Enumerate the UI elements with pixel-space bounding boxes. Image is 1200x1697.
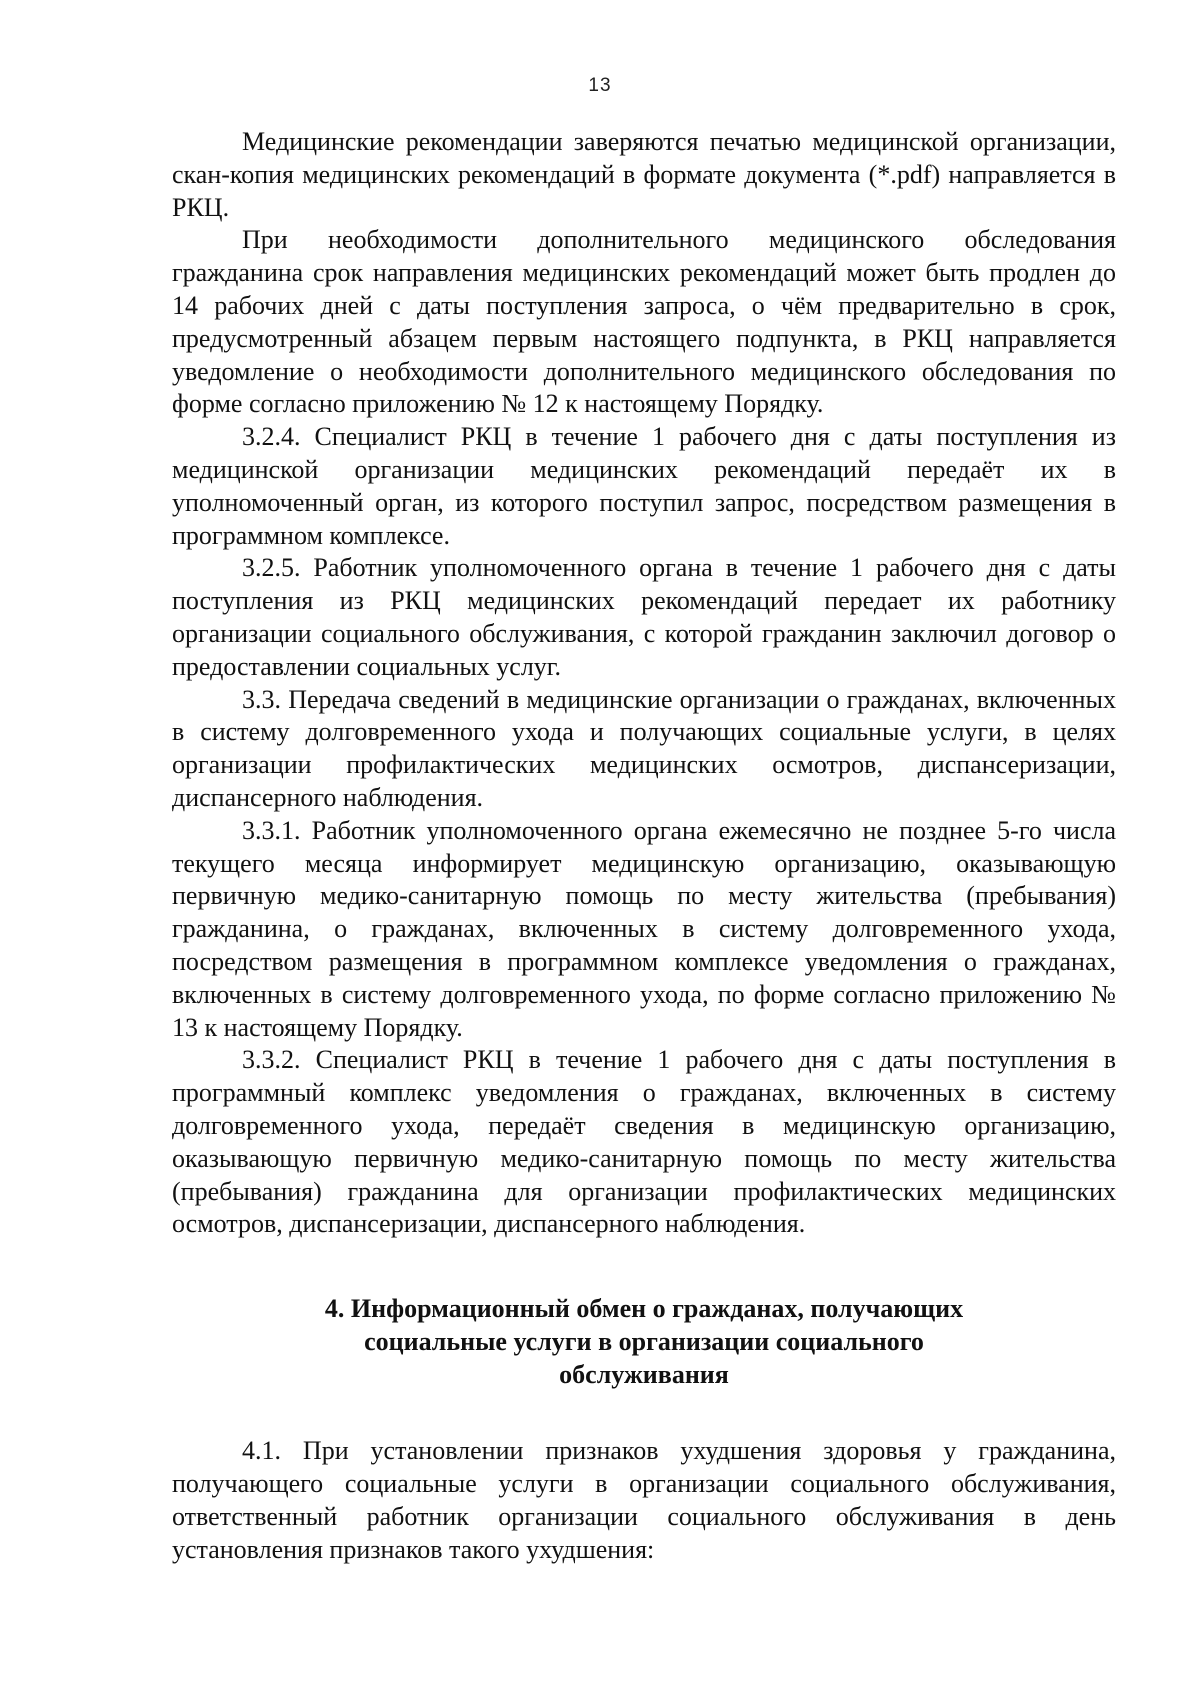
document-body [172,126,1116,1567]
paragraph-3-3-2: 3.3.2. Специалист РКЦ в течение 1 рабочего дня с даты поступления в программный комплекс уведомления о гражданах, включенных в систему долговременного ухода, передаёт сведения в медицинскую организацию, оказывающую первичную медико-санитарную помощь по месту жительства (пребывания) гражданина для организации профилактических медицинских осмотров, диспансеризации, диспансерного наблюдения. [172,1045,1116,1239]
paragraph-additional-examination: При необходимости дополнительного медицинского обследования гражданина срок направления медицинских рекомендаций может быть продлен до 14 рабочих дней с даты поступления запроса, о чём предварительно в срок, предусмотренный абзацем первым настоящего подпункта, в РКЦ направляется уведомление о необходимости дополнительного медицинского обследования по форме согласно приложению № 12 к настоящему Порядку. [172,225,1116,419]
paragraph-medical-recommendations-seal: Медицинские рекомендации заверяются печатью медицинской организации, скан-копия медицинских рекомендаций в формате документа (*.pdf) направляется в РКЦ. [172,127,1116,222]
paragraph-3-3: 3.3. Передача сведений в медицинские организации о гражданах, включенных в систему долговременного ухода и получающих социальные услуги, в целях организации профилактических медицинских осмотров, диспансеризации, диспансерного наблюдения. [172,684,1116,812]
paragraph-3-2-5: 3.2.5. Работник уполномоченного органа в течение 1 рабочего дня с даты поступления из РКЦ медицинских рекомендаций передает их работнику организации социального обслуживания, с которой гражданин заключил договор о предоставлении социальных услуг. [172,553,1116,681]
paragraph-3-3-1: 3.3.1. Работник уполномоченного органа ежемесячно не позднее 5-го числа текущего месяца информирует медицинскую организацию, оказывающую первичную медико-санитарную помощь по месту жительства (пребывания) гражданина, о гражданах, включенных в систему долговременного ухода, посредством размещения в программном комплексе уведомления о гражданах, включенных в систему долговременного ухода, по форме согласно приложению № 13 к настоящему Порядку. [172,815,1116,1042]
section-4-heading: 4. Информационный обмен о гражданах, получающих социальные услуги в организации социального обслуживания [324,1294,964,1389]
page-number: 13 [588,75,612,96]
paragraph-4-1: 4.1. При установлении признаков ухудшения здоровья у гражданина, получающего социальные услуги в организации социального обслуживания, ответственный работник организации социального обслуживания в день установления признаков такого ухудшения: [172,1436,1116,1564]
paragraph-3-2-4: 3.2.4. Специалист РКЦ в течение 1 рабочего дня с даты поступления из медицинской организации медицинских рекомендаций передаёт их в уполномоченный орган, из которого поступил запрос, посредством размещения в программном комплексе. [172,422,1116,550]
